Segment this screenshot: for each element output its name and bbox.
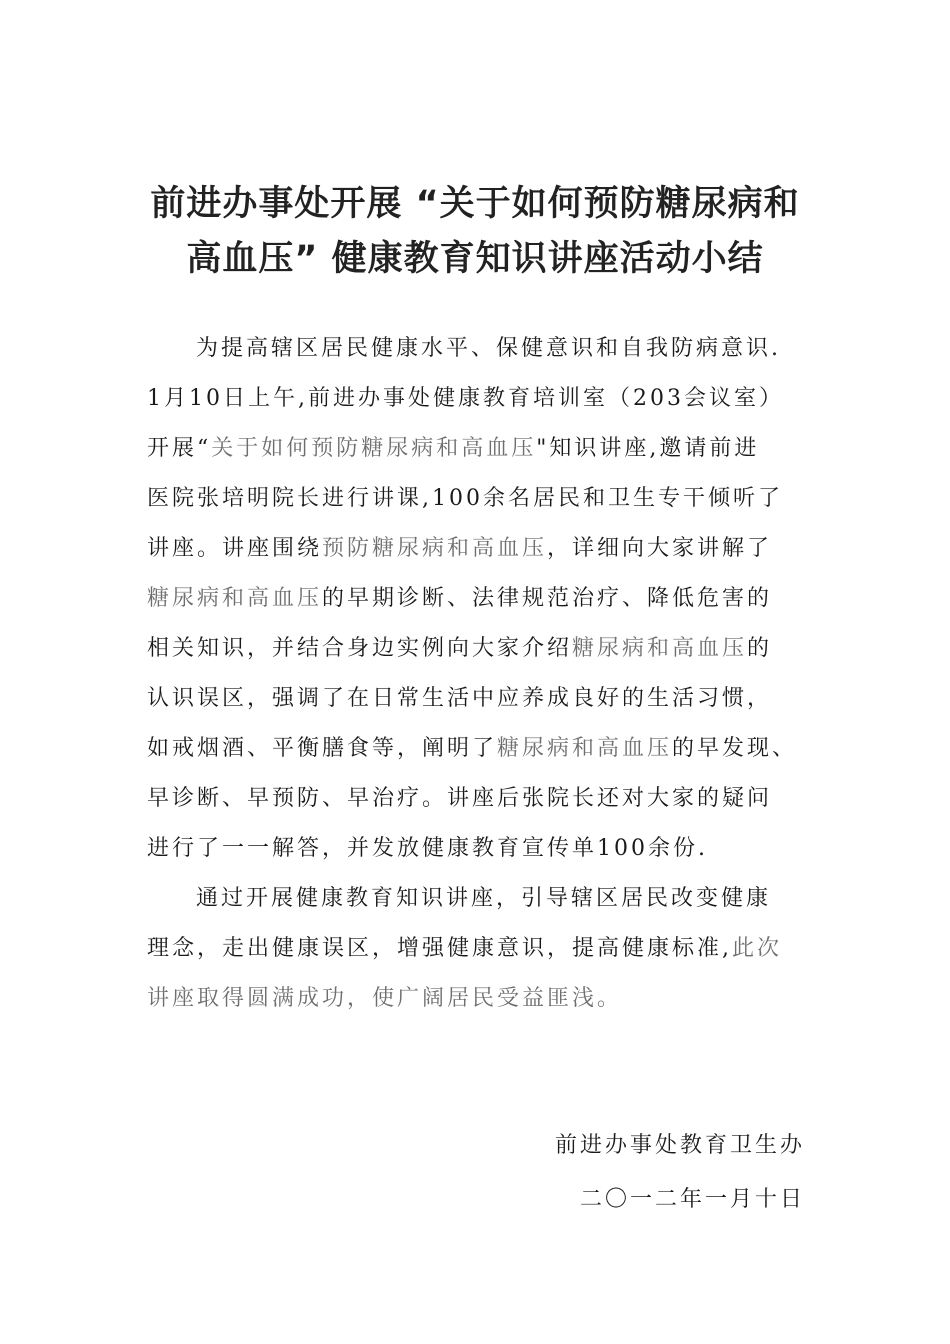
highlighted-topic: 糖尿病和高血压	[572, 636, 748, 661]
body-line-8: 认识误区，强调了在日常生活中应养成良好的生活习惯，	[147, 686, 773, 711]
body-line-7	[147, 629, 772, 669]
body-line-11: 进行了一一解答，并发放健康教育宣传单100余份.	[147, 836, 708, 861]
body-text: 开展“	[147, 436, 212, 461]
title-line-2: 高血压” 健康教育知识讲座活动小结	[186, 239, 764, 279]
body-text: 讲座。讲座围绕	[147, 536, 323, 561]
body-line-4: 医院张培明院长进行讲课,100余名居民和卫生专干倾听了	[147, 486, 783, 511]
body-text: 的早发现、	[672, 736, 798, 761]
body-line-6	[147, 579, 772, 619]
highlighted-topic: 关于如何预防糖尿病和高血压	[211, 436, 537, 461]
body-text: 的	[747, 636, 773, 661]
body-line-13	[147, 929, 782, 969]
highlighted-topic: 预防糖尿病和高血压	[322, 536, 548, 561]
title-line-1: 前进办事处开展 “关于如何预防糖尿病和	[150, 184, 800, 224]
body-line-14: 讲座取得圆满成功，使广阔居民受益匪浅。	[147, 986, 623, 1011]
body-line-5	[147, 529, 772, 569]
body-line-1: 为提高辖区居民健康水平、保健意识和自我防病意识.	[196, 336, 781, 361]
highlighted-topic: 糖尿病和高血压	[147, 586, 323, 611]
signature-org: 前进办事处教育卫生办	[554, 1133, 805, 1158]
body-text: "知识讲座,邀请前进	[536, 436, 760, 461]
body-text: 的早期诊断、法律规范治疗、降低危害的	[322, 586, 773, 611]
body-line-3	[147, 429, 759, 469]
body-line-2: 1月10日上午,前进办事处健康教育培训室（203会议室）	[147, 386, 784, 411]
body-line-12: 通过开展健康教育知识讲座，引导辖区居民改变健康	[196, 886, 772, 911]
body-text: 相关知识，并结合身边实例向大家介绍	[147, 636, 573, 661]
body-line-9	[147, 729, 797, 769]
body-text: ，详细向大家讲解了	[547, 536, 773, 561]
body-line-10: 早诊断、早预防、早治疗。讲座后张院长还对大家的疑问	[147, 786, 773, 811]
signature-date: 二〇一二年一月十日	[579, 1187, 805, 1212]
body-text: 理念，走出健康误区，增强健康意识，提高健康标准,	[147, 936, 732, 961]
body-text: 如戒烟酒、平衡膳食等，阐明了	[147, 736, 498, 761]
highlighted-topic: 糖尿病和高血压	[497, 736, 673, 761]
highlighted-text: 此次	[732, 936, 783, 961]
